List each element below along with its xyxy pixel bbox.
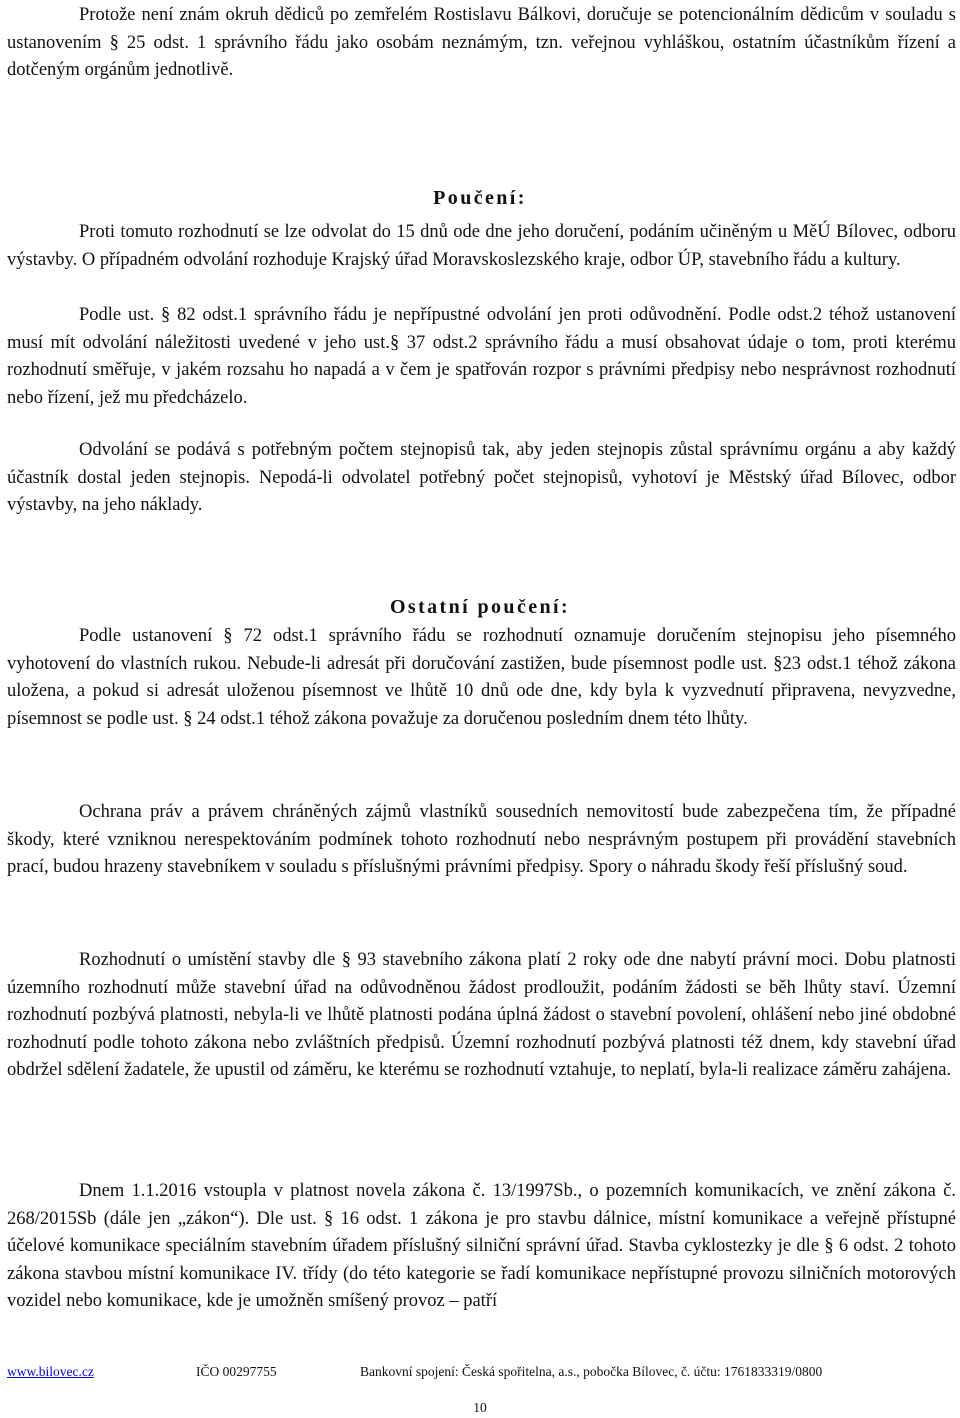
footer-bank: Bankovní spojení: Česká spořitelna, a.s., pobočka Bílovec, č. účtu: 1761833319/0800: [360, 1364, 823, 1379]
heading-ostatni-pouceni: Ostatní poučení:: [389, 596, 571, 618]
paragraph-appeal-period: Proti tomuto rozhodnutí se lze odvolat do 15 dnů ode dne jeho doručení, podáním učiněným u MěÚ Bílovec, odboru výstavby. O případném odvolání rozhoduje Krajský úřad Moravskoslezského kraje, odbor ÚP, stavebního řádu a kultury.: [7, 222, 956, 270]
paragraph-road-law-amendment: Dnem 1.1.2016 vstoupla v platnost novela zákona č. 13/1997Sb., o pozemních komunikacích, ve znění zákona č. 268/2015Sb (dále jen „zákon“). Dle ust. § 16 odst. 1 zákona je pro stavbu dálnice, místní komunikace a veřejně přístupné účelové komunikace speciálním stavebním úřadem příslušný silniční správní úřad. Stavba cyklostezky je dle § 6 odst. 2 tohoto zákona stavbou místní komunikace IV. třídy (do této kategorie se řadí komunikace nepřístupné provozu silničních motorových vozidel nebo komunikace, kde je umožněn smíšený provoz – patří: [7, 1181, 956, 1312]
heading-pouceni: Poučení:: [433, 187, 527, 209]
footer-website[interactable]: [7, 1364, 94, 1380]
paragraph-decision-validity: Rozhodnutí o umístění stavby dle § 93 stavebního zákona platí 2 roky ode dne nabytí právní moci. Dobu platnosti územního rozhodnutí může stavební úřad na odůvodněnou žádost prodloužit, podáním žádosti se běh lhůty staví. Územní rozhodnutí pozbývá platnosti, nebyla-li ve lhůtě platnosti podána úplná žádost o stavební povolení, ohlášení nebo jiné obdobné rozhodnutí podle tohoto zákona nebo zvláštních předpisů. Územní rozhodnutí pozbývá platnosti též dnem, kdy stavební úřad obdržel sdělení žadatele, že upustil od záměru, ke kterému se rozhodnutí vztahuje, to neplatí, byla-li realizace záměru zahájena.: [7, 950, 956, 1081]
paragraph-heirs-notice: Protože není znám okruh dědiců po zemřelém Rostislavu Bálkovi, doručuje se potencionálním dědicům v souladu s ustanovením § 25 odst. 1 správního řádu jako osobám neznámým, tzn. veřejnou vyhláškou, ostatním účastníkům řízení a dotčeným orgánům jednotlivě.: [7, 5, 956, 81]
paragraph-appeal-requirements: Podle ust. § 82 odst.1 správního řádu je nepřípustné odvolání jen proti odůvodnění. Podle odst.2 téhož ustanovení musí mít odvolání náležitosti uvedené v jeho ust.§ 37 odst.2 správního řádu a musí obsahovat údaje o tom, proti kterému rozhodnutí směřuje, v jakém rozsahu ho napadá a v čem je spatřován rozpor s právními předpisy nebo nesprávnost rozhodnutí nebo řízení, jež mu předcházelo.: [7, 305, 956, 408]
paragraph-appeal-copies: Odvolání se podává s potřebným počtem stejnopisů tak, aby jeden stejnopis zůstal správnímu orgánu a aby každý účastník dostal jeden stejnopis. Nepodá-li odvolatel potřebný počet stejnopisů, vyhotoví je Městský úřad Bílovec, odbor výstavby, na jeho náklady.: [7, 440, 956, 516]
paragraph-delivery: Podle ustanovení § 72 odst.1 správního řádu se rozhodnutí oznamuje doručením stejnopisu jeho písemného vyhotovení do vlastních rukou. Nebude-li adresát při doručování zastižen, bude písemnost podle ust. §23 odst.1 téhož zákona uložena, a pokud si adresát uloženou písemnost ve lhůtě 10 dnů ode dne, kdy byla k vyzvednutí připravena, nevyzvedne, písemnost se podle ust. § 24 odst.1 téhož zákona považuje za doručenou posledním dnem této lhůty.: [7, 626, 956, 729]
website-link[interactable]: www.bilovec.cz: [7, 1364, 94, 1379]
footer-ico: IČO 00297755: [196, 1364, 277, 1379]
page-number: 10: [473, 1400, 487, 1415]
paragraph-neighbour-rights: Ochrana práv a právem chráněných zájmů vlastníků sousedních nemovitostí bude zabezpečena tím, že případné škody, které vzniknou nerespektováním podmínek tohoto rozhodnutí nebo nesprávným postupem při provádění stavebních prací, budou hrazeny stavebníkem v souladu s příslušnými právními předpisy. Spory o náhradu škody řeší příslušný soud.: [7, 802, 956, 878]
